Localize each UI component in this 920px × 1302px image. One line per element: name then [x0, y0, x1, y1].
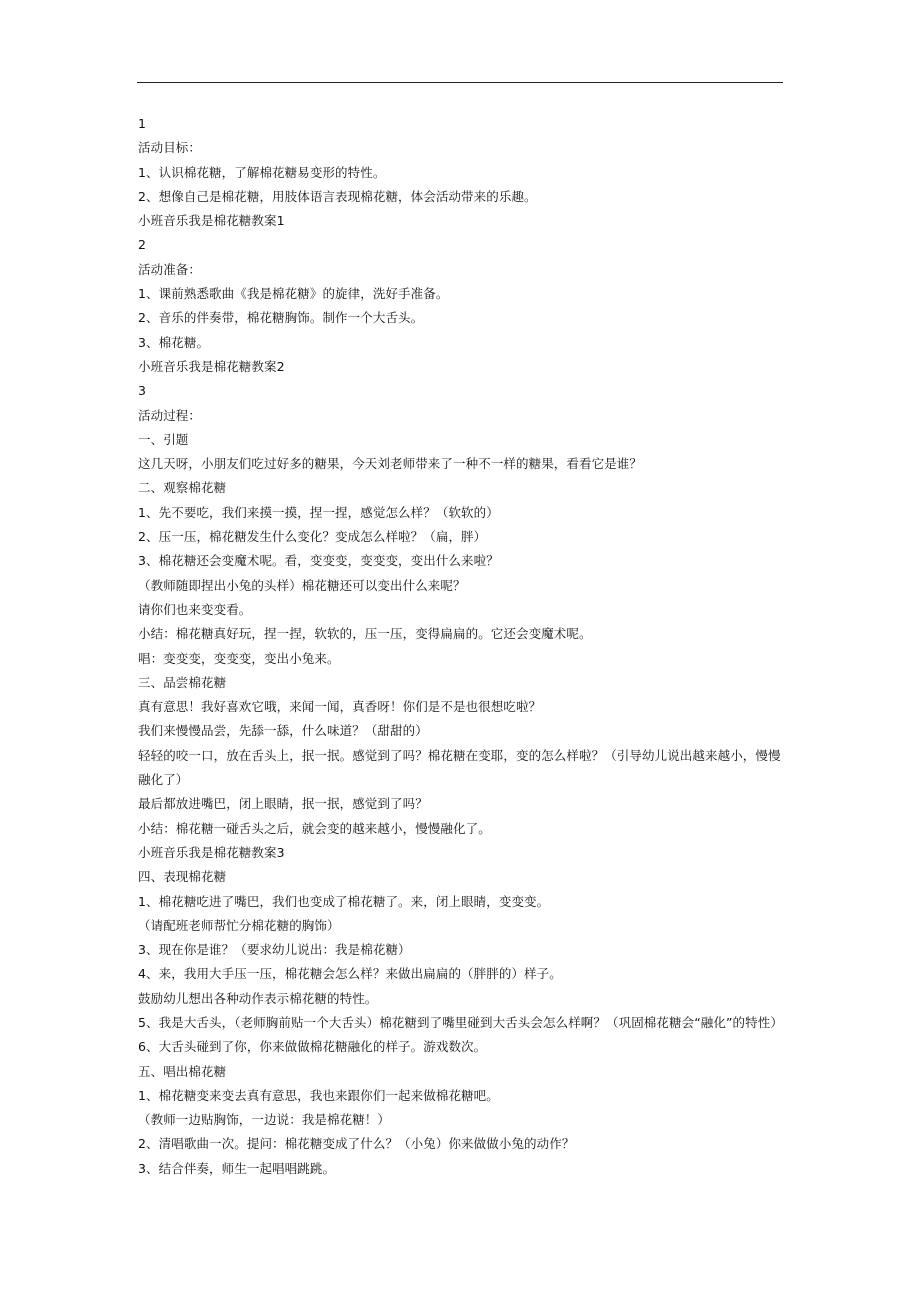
- body-line: 1、先不要吃，我们来摸一摸，捏一捏，感觉怎么样？（软软的）: [138, 504, 499, 520]
- body-line: 3、现在你是谁？（要求幼儿说出：我是棉花糖）: [138, 942, 411, 958]
- body-line: 小结：棉花糖真好玩，捏一捏，软软的，压一压，变得扁扁的。它还会变魔术呢。: [138, 626, 592, 642]
- section-number: 2: [138, 237, 147, 253]
- body-line: 5、我是大舌头，（老师胸前贴一个大舌头）棉花糖到了嘴里碰到大舌头会怎么样啊？（巩固棉花糖会“融化”的特性）: [138, 1014, 783, 1030]
- subheading: 四、表现棉花糖: [138, 869, 227, 885]
- body-paragraph: 轻轻的咬一口，放在舌头上，抿一抿。感觉到了吗？棉花糖在变耶，变的怎么样啦？（引导幼儿说出越来越小，慢慢融化了）: [138, 747, 781, 788]
- body-line: 2、清唱歌曲一次。提问：棉花糖变成了什么？（小兔）你来做做小兔的动作？: [138, 1136, 575, 1152]
- body-line: （请配班老师帮忙分棉花糖的胸饰）: [138, 917, 340, 933]
- body-line: 1、棉花糖变来变去真有意思，我也来跟你们一起来做棉花糖吧。: [138, 1087, 499, 1103]
- body-line: 鼓励幼儿想出各种动作表示棉花糖的特性。: [138, 990, 378, 1006]
- section-number: 3: [138, 383, 147, 399]
- body-line: 1、课前熟悉歌曲《我是棉花糖》的旋律，洗好手准备。: [138, 286, 449, 302]
- body-line: 4、来，我用大手压一压，棉花糖会怎么样？来做出扁扁的（胖胖的）样子。: [138, 966, 562, 982]
- body-line: 3、棉花糖还会变魔术呢。看，变变变，变变变，变出什么来啦？: [138, 553, 499, 569]
- body-line: （教师一边贴胸饰，一边说：我是棉花糖！）: [138, 1112, 391, 1128]
- body-line: 6、大舌头碰到了你，你来做做棉花糖融化的样子。游戏数次。: [138, 1039, 487, 1055]
- body-line: 我们来慢慢品尝，先舔一舔，什么味道？（甜甜的）: [138, 723, 428, 739]
- header-rule: [137, 82, 783, 83]
- section-heading: 活动目标：: [138, 140, 202, 156]
- body-line: （教师随即捏出小兔的头样）棉花糖还可以变出什么来呢？: [138, 577, 466, 593]
- body-line: 小结：棉花糖一碰舌头之后，就会变的越来越小，慢慢融化了。: [138, 820, 491, 836]
- section-heading: 活动准备：: [138, 261, 202, 277]
- body-line: 2、压一压，棉花糖发生什么变化？变成怎么样啦？（扁，胖）: [138, 529, 487, 545]
- body-line: 3、结合伴奏，师生一起唱唱跳跳。: [138, 1160, 336, 1176]
- body-line: 2、音乐的伴奏带，棉花糖胸饰。制作一个大舌头。: [138, 310, 424, 326]
- body-line: 最后都放进嘴巴，闭上眼睛，抿一抿，感觉到了吗？: [138, 796, 428, 812]
- body-line: 这几天呀，小朋友们吃过好多的糖果，今天刘老师带来了一种不一样的糖果，看看它是谁？: [138, 456, 643, 472]
- subheading: 五、唱出棉花糖: [138, 1063, 227, 1079]
- body-line: 1、认识棉花糖，了解棉花糖易变形的特性。: [138, 164, 386, 180]
- body-line: 真有意思！我好喜欢它哦，来闻一闻，真香呀！你们是不是也很想吃啦？: [138, 699, 542, 715]
- body-line: 唱：变变变，变变变，变出小兔来。: [138, 650, 340, 666]
- lesson-title: 小班音乐我是棉花糖教案2: [138, 358, 285, 374]
- subheading: 三、品尝棉花糖: [138, 674, 227, 690]
- subheading: 一、引题: [138, 431, 189, 447]
- lesson-title: 小班音乐我是棉花糖教案1: [138, 213, 285, 229]
- section-number: 1: [138, 116, 147, 131]
- subheading: 二、观察棉花糖: [138, 480, 227, 496]
- body-line: 1、棉花糖吃进了嘴巴，我们也变成了棉花糖了。来，闭上眼睛，变变变。: [138, 893, 550, 909]
- body-line: 请你们也来变变看。: [138, 601, 252, 617]
- body-line: 2、想像自己是棉花糖，用肢体语言表现棉花糖，体会活动带来的乐趣。: [138, 188, 537, 204]
- lesson-title: 小班音乐我是棉花糖教案3: [138, 844, 285, 860]
- document-body: [138, 112, 788, 1181]
- section-heading: 活动过程：: [138, 407, 202, 423]
- body-line: 3、棉花糖。: [138, 334, 210, 350]
